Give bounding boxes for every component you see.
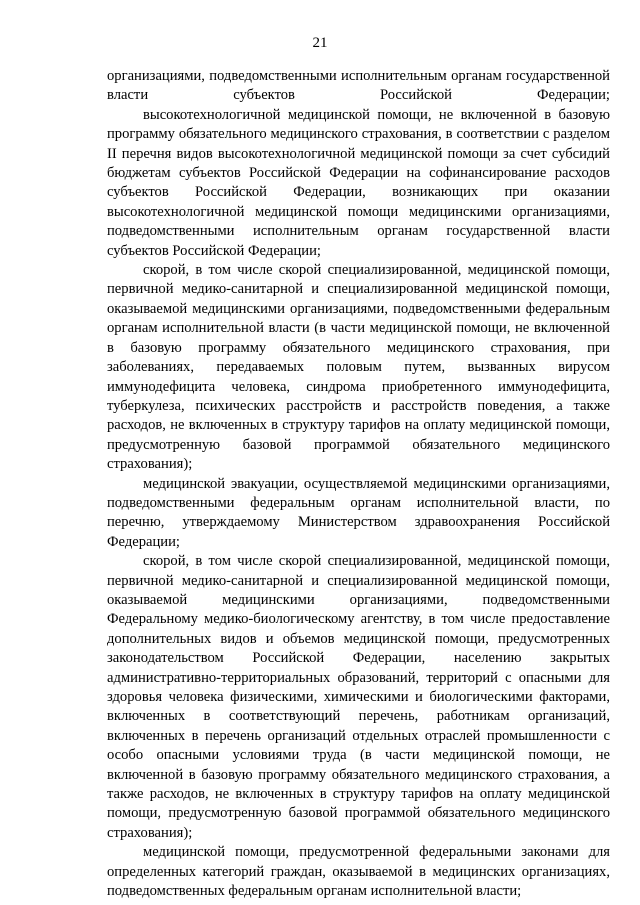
- body-text: [107, 67, 610, 901]
- paragraph-3: скорой, в том числе скорой специализированной, медицинской помощи, первичной медико-санитарной и специализированной медицинской помощи, оказываемой медицинскими организациями, подведомственными федеральным органам исполнительной власти (в части медицинской помощи, не включенной в базовую программу обязательного медицинского страхования, при заболеваниях, передаваемых половым путем, вызванных вирусом иммунодефицита человека, синдрома приобретенного иммунодефицита, туберкулеза, психических расстройств и расстройств поведения, а также расходов, не включенных в структуру тарифов на оплату медицинской помощи, предусмотренную базовой программой обязательного медицинского страхования);: [107, 262, 610, 473]
- paragraph-2: высокотехнологичной медицинской помощи, не включенной в базовую программу обязательного медицинского страхования, в соответствии с разделом II перечня видов высокотехнологичной медицинской помощи за счет субсидий бюджетам субъектов Российской Федерации на софинансирование расходов субъектов Российской Федерации, возникающих при оказании высокотехнологичной медицинской помощи медицинскими организациями, подведомственными исполнительным органам государственной власти субъектов Российской Федерации;: [107, 106, 610, 259]
- page-number: 21: [312, 35, 328, 51]
- paragraph-1: организациями, подведомственными исполнительным органам государственной власти субъектов Российской Федерации;: [107, 68, 610, 104]
- paragraph-6: медицинской помощи, предусмотренной федеральными законами для определенных категорий граждан, оказываемой в медицинских организациях, подведомственных федеральным органам исполнительной власти;: [107, 844, 610, 900]
- paragraph-4: медицинской эвакуации, осуществляемой медицинскими организациями, подведомственными федеральным органам исполнительной власти, по перечню, утверждаемому Министерством здравоохранения Российской Федерации;: [107, 475, 610, 550]
- paragraph-5: скорой, в том числе скорой специализированной, медицинской помощи, первичной медико-санитарной и специализированной медицинской помощи, оказываемой медицинскими организациями, подведомственными Федеральному медико-биологическому агентству, в том числе предоставление дополнительных видов и объемов медицинской помощи, предусмотренных законодательством Российской Федерации, населению закрытых административно-территориальных образований, территорий с опасными для здоровья человека физическими, химическими и биологическими факторами, включенных в соответствующий перечень, работникам организаций, включенных в перечень организаций отдельных отраслей промышленности с особо опасными условиями труда (в части медицинской помощи, не включенной в базовую программу обязательного медицинского страхования, а также расходов, не включенных в структуру тарифов на оплату медицинской помощи, предусмотренную базовой программой обязательного медицинского страхования);: [107, 553, 610, 841]
